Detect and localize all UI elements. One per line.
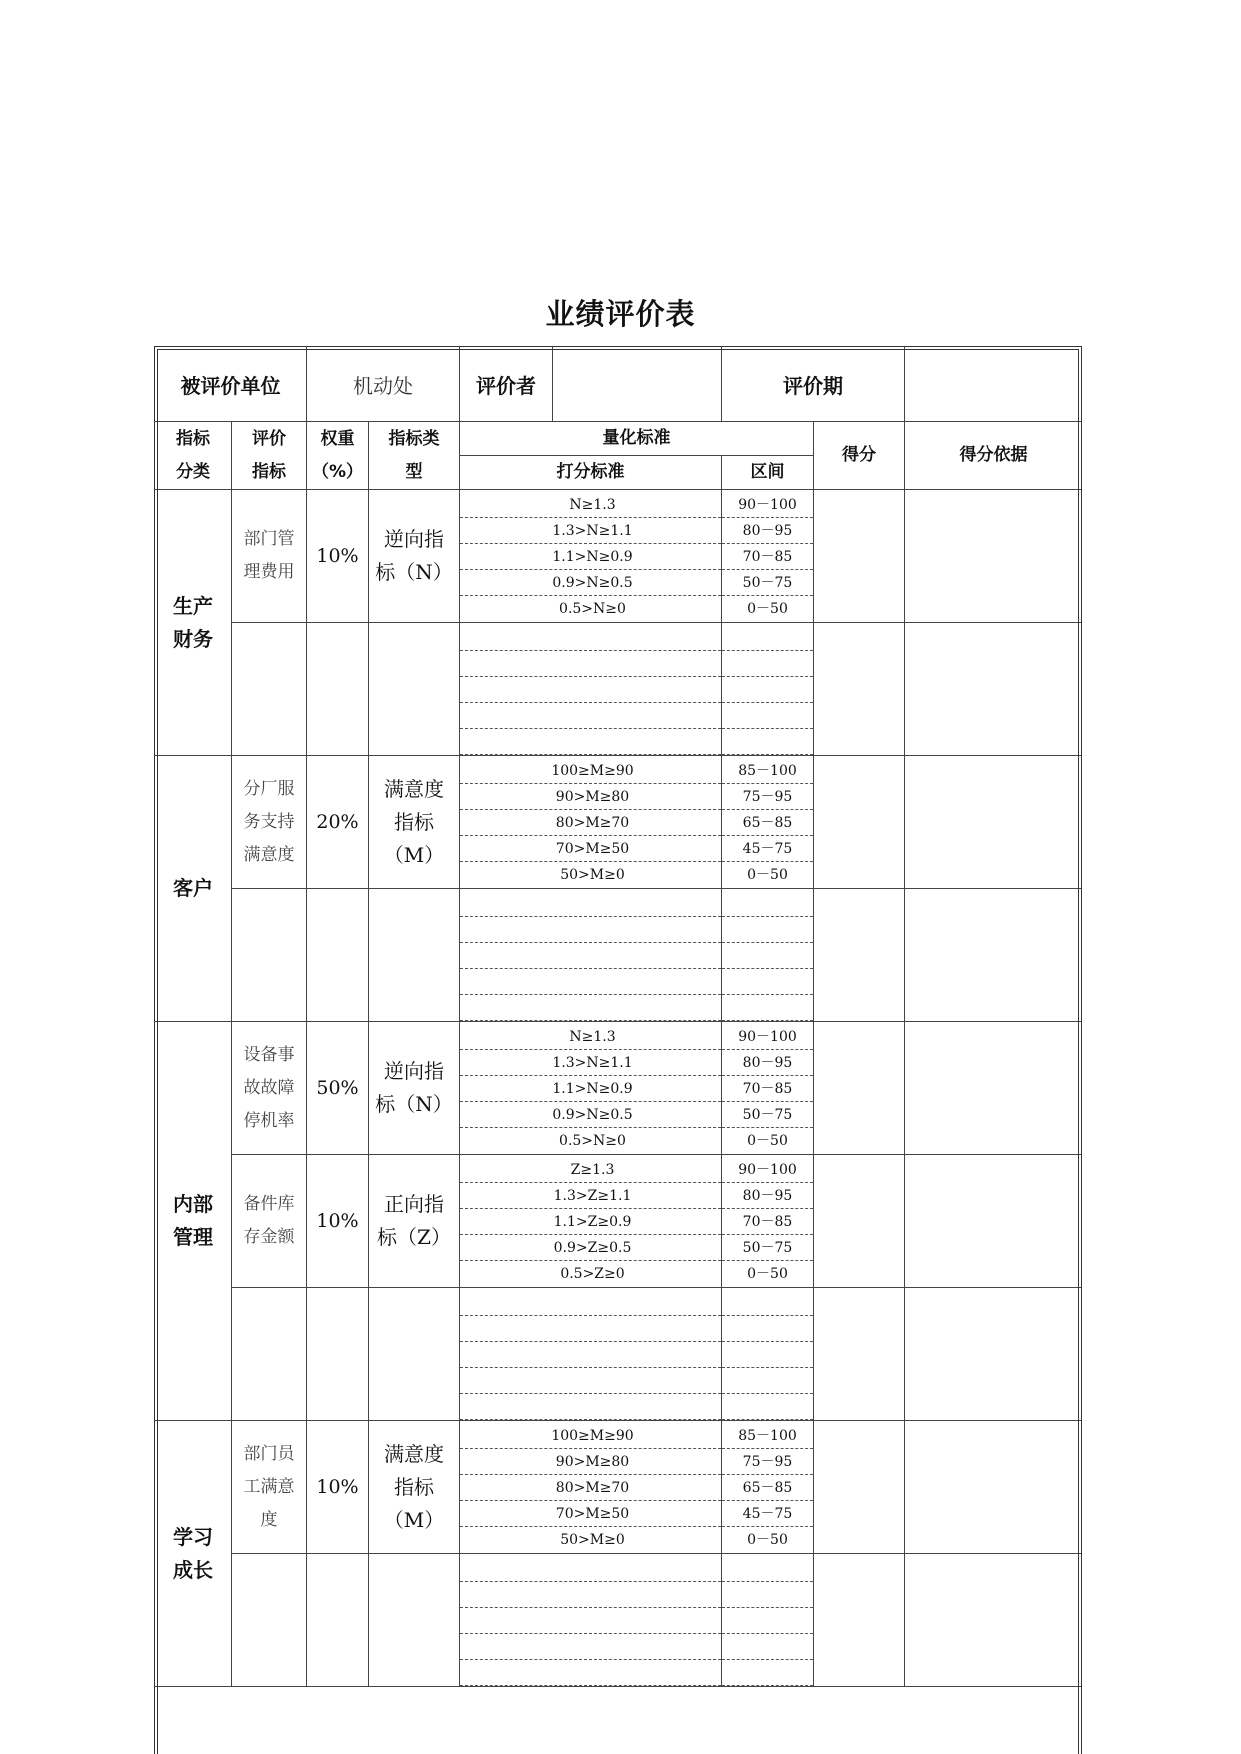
weight-cell <box>307 889 369 1022</box>
indicator-type-line: 满意度 <box>384 776 444 801</box>
criteria-line: 0.5>N≥0 <box>559 1133 626 1149</box>
section-name-line: 学习 <box>173 1524 213 1549</box>
criteria-line <box>460 677 721 703</box>
criteria-cell <box>460 623 722 756</box>
section-row <box>155 1022 1083 1155</box>
range-line: 80－95 <box>722 518 813 544</box>
section-row <box>155 490 1083 623</box>
criteria-cell <box>460 490 722 623</box>
indicator-type-cell <box>369 1022 460 1155</box>
score-cell[interactable] <box>814 490 905 623</box>
range-line: 80－95 <box>722 1050 813 1076</box>
indicator-type-line: 标（N） <box>375 1092 453 1116</box>
indicator-type-line: 正向指 <box>384 1192 444 1216</box>
indicator-line: 部门员 <box>243 1443 295 1464</box>
range-cell <box>722 889 814 1022</box>
criteria-line <box>460 703 721 729</box>
criteria-line <box>460 1660 721 1686</box>
criteria-line <box>460 943 721 969</box>
section-name <box>155 490 232 756</box>
range-line: 0－50 <box>747 1133 788 1149</box>
criteria-line <box>460 1368 721 1394</box>
col-weight <box>307 422 369 490</box>
range-line <box>722 1342 813 1368</box>
criteria-line: N≥1.3 <box>460 492 721 518</box>
criteria-line: 100≥M≥90 <box>460 758 721 784</box>
criteria-line <box>460 1394 721 1420</box>
section-name <box>155 1022 232 1421</box>
range-line <box>722 1634 813 1660</box>
evaluator-group <box>460 347 722 422</box>
criteria-line: 1.1>N≥0.9 <box>460 1076 721 1102</box>
column-header-row-1 <box>155 422 1083 456</box>
criteria-line: N≥1.3 <box>460 1024 721 1050</box>
indicator-type-line: 标（N） <box>375 560 453 584</box>
indicator-line: 满意度 <box>243 844 295 865</box>
score-cell[interactable] <box>814 623 905 756</box>
score-basis-cell[interactable] <box>905 756 1083 889</box>
score-cell[interactable] <box>814 1554 905 1687</box>
range-line: 70－85 <box>722 544 813 570</box>
range-line <box>722 1368 813 1394</box>
indicator-cell <box>232 1022 307 1155</box>
indicator-type-line: 逆向指 <box>384 527 444 551</box>
score-basis-cell[interactable] <box>905 490 1083 623</box>
col-indicator-line-1: 评价 <box>252 428 286 449</box>
range-line <box>722 1582 813 1608</box>
criteria-line: 0.5>N≥0 <box>559 601 626 617</box>
criteria-line <box>460 651 721 677</box>
range-line: 90－100 <box>722 492 813 518</box>
criteria-line: 0.9>N≥0.5 <box>460 570 721 596</box>
indicator-type-line: 满意度 <box>384 1441 444 1466</box>
score-basis-cell[interactable] <box>905 1022 1083 1155</box>
range-cell <box>722 756 814 889</box>
col-indicator-line-2: 指标 <box>252 461 286 482</box>
criteria-line: 100≥M≥90 <box>460 1423 721 1449</box>
criteria-line <box>460 625 721 651</box>
score-basis-cell[interactable] <box>905 1155 1083 1288</box>
range-line: 50－75 <box>722 1102 813 1128</box>
range-line <box>722 969 813 995</box>
range-line: 70－85 <box>722 1209 813 1235</box>
indicator-cell <box>232 756 307 889</box>
indicator-type-cell <box>369 490 460 623</box>
range-line: 0－50 <box>747 601 788 617</box>
range-cell <box>722 1022 814 1155</box>
range-cell <box>722 1421 814 1554</box>
col-basis: 得分依据 <box>905 422 1083 490</box>
criteria-line <box>460 1556 721 1582</box>
evaluation-form <box>154 346 1082 1754</box>
weight-cell: 50% <box>307 1022 369 1155</box>
range-line <box>722 651 813 677</box>
header-row <box>155 347 1083 422</box>
range-line: 80－95 <box>722 1183 813 1209</box>
criteria-line: 1.3>Z≥1.1 <box>460 1183 721 1209</box>
score-cell[interactable] <box>814 756 905 889</box>
indicator-line: 工满意 <box>243 1476 295 1497</box>
range-line: 75－95 <box>722 1449 813 1475</box>
indicator-type-cell <box>369 1288 460 1421</box>
unit-label: 被评价单位 <box>155 347 307 422</box>
indicator-line: 分厂服 <box>243 778 295 799</box>
criteria-cell <box>460 1421 722 1554</box>
criteria-line: 1.3>N≥1.1 <box>460 518 721 544</box>
range-line: 85－100 <box>722 1423 813 1449</box>
indicator-cell <box>232 1421 307 1554</box>
score-cell[interactable] <box>814 1288 905 1421</box>
criteria-line: 1.1>Z≥0.9 <box>460 1209 721 1235</box>
range-line: 45－75 <box>722 1501 813 1527</box>
indicator-line: 故故障 <box>243 1077 295 1098</box>
range-line <box>722 1660 813 1686</box>
criteria-line: 70>M≥50 <box>460 836 721 862</box>
section-row <box>155 1554 1083 1687</box>
range-line <box>722 677 813 703</box>
section-row <box>155 889 1083 1022</box>
section-name <box>155 1421 232 1687</box>
criteria-line: 90>M≥80 <box>460 784 721 810</box>
indicator-line: 务支持 <box>243 811 295 832</box>
score-cell[interactable] <box>814 889 905 1022</box>
weight-cell: 10% <box>307 490 369 623</box>
criteria-line: 1.1>N≥0.9 <box>460 544 721 570</box>
range-line <box>722 1290 813 1316</box>
col-weight-line-1: 权重 <box>320 428 355 449</box>
range-cell <box>722 490 814 623</box>
section-name-line: 管理 <box>173 1225 213 1249</box>
range-line: 70－85 <box>722 1076 813 1102</box>
range-line: 50－75 <box>722 1235 813 1261</box>
section-name-line: 生产 <box>173 593 213 618</box>
range-line: 0－50 <box>747 867 788 883</box>
range-line <box>722 703 813 729</box>
score-cell[interactable] <box>814 1155 905 1288</box>
indicator-line: 理费用 <box>243 562 295 582</box>
score-basis-cell[interactable] <box>905 623 1083 756</box>
range-line <box>722 917 813 943</box>
range-line: 45－75 <box>722 836 813 862</box>
range-line <box>722 625 813 651</box>
criteria-line: 50>M≥0 <box>560 867 625 883</box>
range-cell <box>722 623 814 756</box>
indicator-type-cell <box>369 1421 460 1554</box>
criteria-line <box>460 891 721 917</box>
range-line: 50－75 <box>722 570 813 596</box>
section-name-line: 客户 <box>173 876 213 900</box>
indicator-cell <box>232 1288 307 1421</box>
range-line <box>722 1556 813 1582</box>
score-cell[interactable] <box>814 1022 905 1155</box>
indicator-type-cell <box>369 889 460 1022</box>
unit-value[interactable]: 机动处 <box>307 347 460 422</box>
range-line: 65－85 <box>722 1475 813 1501</box>
col-type-line-2: 型 <box>405 461 423 482</box>
indicator-line: 停机率 <box>243 1110 295 1131</box>
indicator-type-line: 指标 <box>394 809 434 834</box>
criteria-cell <box>460 1022 722 1155</box>
weight-cell <box>307 623 369 756</box>
col-range: 区间 <box>722 456 814 490</box>
section-row <box>155 1288 1083 1421</box>
indicator-type-cell <box>369 623 460 756</box>
indicator-type-line: （M） <box>383 842 445 867</box>
indicator-type-line: 标（Z） <box>377 1225 451 1249</box>
col-category-line-2: 分类 <box>176 461 210 482</box>
score-basis-cell[interactable] <box>905 1554 1083 1687</box>
criteria-line: 80>M≥70 <box>460 1475 721 1501</box>
indicator-line: 设备事 <box>243 1044 295 1065</box>
indicator-type-line: （M） <box>383 1507 445 1532</box>
criteria-line <box>460 917 721 943</box>
range-cell <box>722 1554 814 1687</box>
section-name-line: 成长 <box>173 1557 213 1582</box>
indicator-type-cell <box>369 1155 460 1288</box>
col-category-line-1: 指标 <box>176 428 210 449</box>
criteria-line: 90>M≥80 <box>460 1449 721 1475</box>
criteria-line: 0.5>Z≥0 <box>560 1266 625 1282</box>
indicator-cell <box>232 889 307 1022</box>
range-line: 85－100 <box>722 758 813 784</box>
criteria-line: 0.9>N≥0.5 <box>460 1102 721 1128</box>
criteria-line: 50>M≥0 <box>560 1532 625 1548</box>
criteria-line <box>460 1290 721 1316</box>
indicator-line: 部门管 <box>243 529 295 549</box>
col-category <box>155 422 232 490</box>
score-basis-cell[interactable] <box>905 1421 1083 1554</box>
col-criteria: 打分标准 <box>460 456 722 490</box>
page-title: 业绩评价表 <box>545 297 696 331</box>
criteria-line: Z≥1.3 <box>460 1157 721 1183</box>
indicator-cell <box>232 623 307 756</box>
criteria-line <box>460 1634 721 1660</box>
weight-cell: 10% <box>307 1155 369 1288</box>
score-cell[interactable] <box>814 1421 905 1554</box>
indicator-cell <box>232 490 307 623</box>
range-line <box>722 1394 813 1420</box>
weight-cell: 10% <box>307 1421 369 1554</box>
col-indicator <box>232 422 307 490</box>
indicator-type-cell <box>369 756 460 889</box>
criteria-line: 1.3>N≥1.1 <box>460 1050 721 1076</box>
range-line: 90－100 <box>722 1157 813 1183</box>
indicator-type-line: 逆向指 <box>384 1059 444 1083</box>
period-value[interactable] <box>905 347 1083 422</box>
evaluator-label: 评价者 <box>460 347 553 421</box>
criteria-cell <box>460 1288 722 1421</box>
criteria-cell <box>460 1155 722 1288</box>
indicator-line: 存金额 <box>243 1227 295 1247</box>
range-line: 0－50 <box>747 1532 788 1548</box>
indicator-cell <box>232 1554 307 1687</box>
range-cell <box>722 1288 814 1421</box>
criteria-cell <box>460 756 722 889</box>
range-line <box>722 1316 813 1342</box>
range-line <box>722 891 813 917</box>
criteria-line <box>460 1582 721 1608</box>
period-label: 评价期 <box>722 347 905 422</box>
range-line: 65－85 <box>722 810 813 836</box>
indicator-type-line: 指标 <box>394 1474 434 1499</box>
range-line: 75－95 <box>722 784 813 810</box>
criteria-line <box>460 1608 721 1634</box>
section-name <box>155 756 232 1022</box>
range-line <box>722 729 813 755</box>
col-weight-line-2: （%） <box>311 461 364 482</box>
section-row <box>155 1155 1083 1288</box>
criteria-line: 70>M≥50 <box>460 1501 721 1527</box>
range-line: 90－100 <box>722 1024 813 1050</box>
criteria-cell <box>460 1554 722 1687</box>
score-basis-cell[interactable] <box>905 889 1083 1022</box>
indicator-type-cell <box>369 1554 460 1687</box>
indicator-cell <box>232 1155 307 1288</box>
weight-cell <box>307 1288 369 1421</box>
col-type <box>369 422 460 490</box>
range-line <box>722 995 813 1021</box>
section-row <box>155 623 1083 756</box>
criteria-cell <box>460 889 722 1022</box>
weight-cell <box>307 1554 369 1687</box>
score-basis-cell[interactable] <box>905 1288 1083 1421</box>
range-line <box>722 1608 813 1634</box>
evaluation-table <box>154 346 1082 1687</box>
criteria-line <box>460 1342 721 1368</box>
range-line <box>722 943 813 969</box>
criteria-line: 80>M≥70 <box>460 810 721 836</box>
criteria-line: 0.9>Z≥0.5 <box>460 1235 721 1261</box>
range-line: 0－50 <box>747 1266 788 1282</box>
col-score: 得分 <box>814 422 905 490</box>
criteria-line <box>460 969 721 995</box>
col-type-line-1: 指标类 <box>388 428 440 449</box>
section-row <box>155 1421 1083 1554</box>
indicator-line: 备件库 <box>243 1194 295 1214</box>
evaluator-value[interactable] <box>553 347 721 421</box>
criteria-line <box>460 995 721 1021</box>
criteria-line <box>460 1316 721 1342</box>
section-name-line: 内部 <box>173 1192 213 1216</box>
criteria-line <box>460 729 721 755</box>
range-cell <box>722 1155 814 1288</box>
section-name-line: 财务 <box>173 626 213 651</box>
col-quant: 量化标准 <box>460 422 814 456</box>
weight-cell: 20% <box>307 756 369 889</box>
indicator-line: 度 <box>260 1509 278 1530</box>
section-row <box>155 756 1083 889</box>
